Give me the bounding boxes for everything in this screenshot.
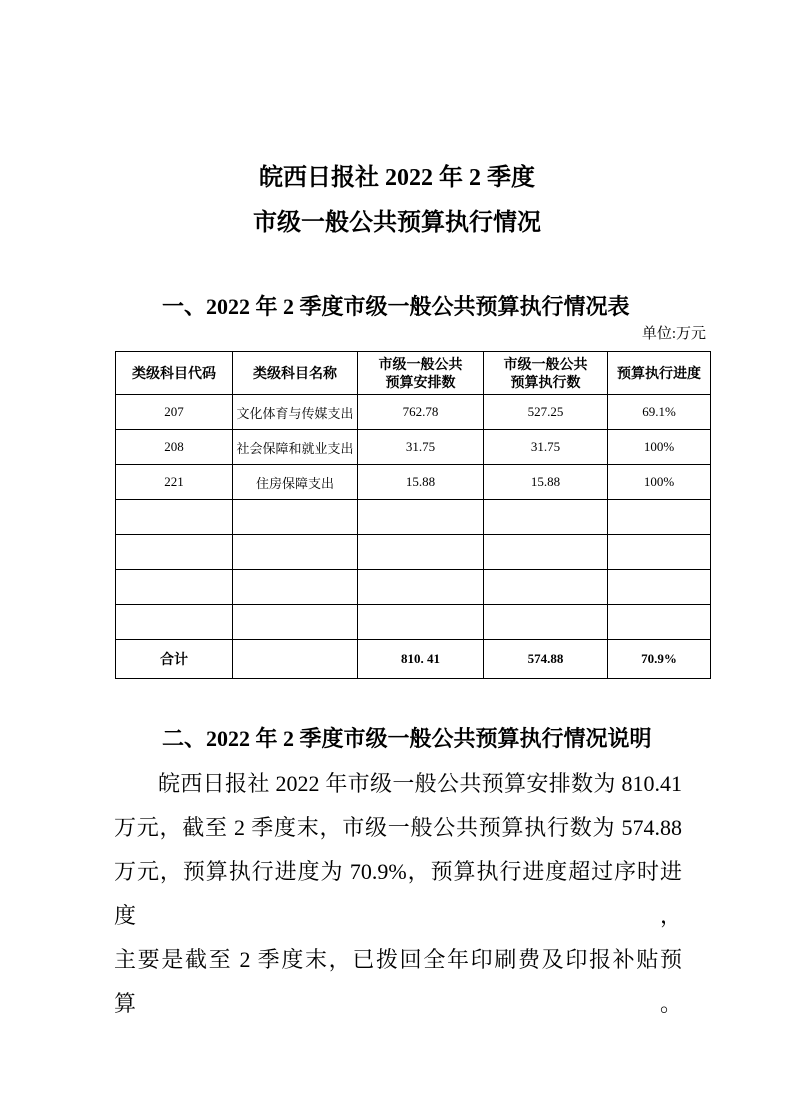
cell-executed: 31.75 bbox=[484, 430, 608, 465]
document-title-line-2: 市级一般公共预算执行情况 bbox=[253, 210, 541, 236]
col-header-line: 预算安排数 bbox=[385, 374, 456, 390]
table-empty-row bbox=[116, 535, 711, 570]
table-row bbox=[116, 395, 711, 430]
empty-cell bbox=[358, 535, 484, 570]
explanation-paragraph bbox=[114, 762, 682, 1026]
document-title-line-1: 皖西日报社 2022 年 2 季度 bbox=[259, 165, 535, 191]
empty-cell bbox=[484, 605, 608, 640]
cell-code: 221 bbox=[116, 465, 233, 500]
col-header-line: 市级一般公共 bbox=[503, 356, 588, 372]
empty-cell bbox=[233, 500, 358, 535]
cell-name: 文化体育与传媒支出 bbox=[233, 395, 358, 430]
empty-cell bbox=[233, 535, 358, 570]
col-header-budget-executed bbox=[484, 352, 608, 395]
empty-cell bbox=[116, 570, 233, 605]
empty-cell bbox=[358, 500, 484, 535]
cell-progress: 100% bbox=[608, 465, 711, 500]
col-header-line: 类级科目名称 bbox=[253, 365, 337, 381]
empty-cell bbox=[358, 605, 484, 640]
cell-name: 住房保障支出 bbox=[233, 465, 358, 500]
paragraph-line: 万元，预算执行进度为 70.9%，预算执行进度超过序时进度， bbox=[114, 859, 682, 928]
cell-progress: 69.1% bbox=[608, 395, 711, 430]
col-header-line: 预算执行数 bbox=[510, 374, 581, 390]
empty-cell bbox=[484, 570, 608, 605]
cell-arranged: 31.75 bbox=[358, 430, 484, 465]
cell-arranged: 15.88 bbox=[358, 465, 484, 500]
col-header-line: 类级科目代码 bbox=[132, 365, 216, 381]
cell-code: 207 bbox=[116, 395, 233, 430]
empty-cell bbox=[116, 605, 233, 640]
empty-cell bbox=[484, 500, 608, 535]
document-title bbox=[0, 156, 794, 246]
col-header-execution-progress bbox=[608, 352, 711, 395]
paragraph-line: 皖西日报社 2022 年市级一般公共预算安排数为 810.41 bbox=[158, 771, 682, 796]
table-empty-row bbox=[116, 500, 711, 535]
cell-executed: 574.88 bbox=[484, 640, 608, 679]
cell-name: 社会保障和就业支出 bbox=[233, 430, 358, 465]
empty-cell bbox=[608, 535, 711, 570]
cell-arranged: 762.78 bbox=[358, 395, 484, 430]
cell-executed: 15.88 bbox=[484, 465, 608, 500]
cell-executed: 527.25 bbox=[484, 395, 608, 430]
empty-cell bbox=[608, 570, 711, 605]
empty-cell bbox=[484, 535, 608, 570]
cell-code: 208 bbox=[116, 430, 233, 465]
table-header-row bbox=[116, 352, 711, 395]
cell-progress: 70.9% bbox=[608, 640, 711, 679]
cell-total-label: 合计 bbox=[116, 640, 233, 679]
paragraph-line: 主要是截至 2 季度末，已拨回全年印刷费及印报补贴预算。 bbox=[114, 947, 682, 1016]
table-empty-row bbox=[116, 570, 711, 605]
empty-cell bbox=[608, 500, 711, 535]
empty-cell bbox=[608, 605, 711, 640]
table-row bbox=[116, 430, 711, 465]
cell-progress: 100% bbox=[608, 430, 711, 465]
col-header-line: 市级一般公共 bbox=[378, 356, 463, 372]
table-total-row bbox=[116, 640, 711, 679]
table-empty-row bbox=[116, 605, 711, 640]
empty-cell bbox=[233, 605, 358, 640]
col-header-subject-name bbox=[233, 352, 358, 395]
cell-arranged: 810. 41 bbox=[358, 640, 484, 679]
budget-table bbox=[115, 351, 711, 679]
empty-cell bbox=[116, 500, 233, 535]
empty-cell bbox=[116, 535, 233, 570]
section-2-heading: 二、2022 年 2 季度市级一般公共预算执行情况说明 bbox=[162, 726, 652, 751]
empty-cell bbox=[358, 570, 484, 605]
col-header-subject-code bbox=[116, 352, 233, 395]
empty-cell bbox=[233, 570, 358, 605]
col-header-budget-arranged bbox=[358, 352, 484, 395]
col-header-line: 预算执行进度 bbox=[617, 365, 701, 381]
unit-label: 单位:万元 bbox=[641, 326, 706, 342]
table-row bbox=[116, 465, 711, 500]
cell-name bbox=[233, 640, 358, 679]
section-1-heading: 一、2022 年 2 季度市级一般公共预算执行情况表 bbox=[162, 294, 630, 319]
paragraph-line: 万元，截至 2 季度末，市级一般公共预算执行数为 574.88 bbox=[114, 815, 682, 840]
